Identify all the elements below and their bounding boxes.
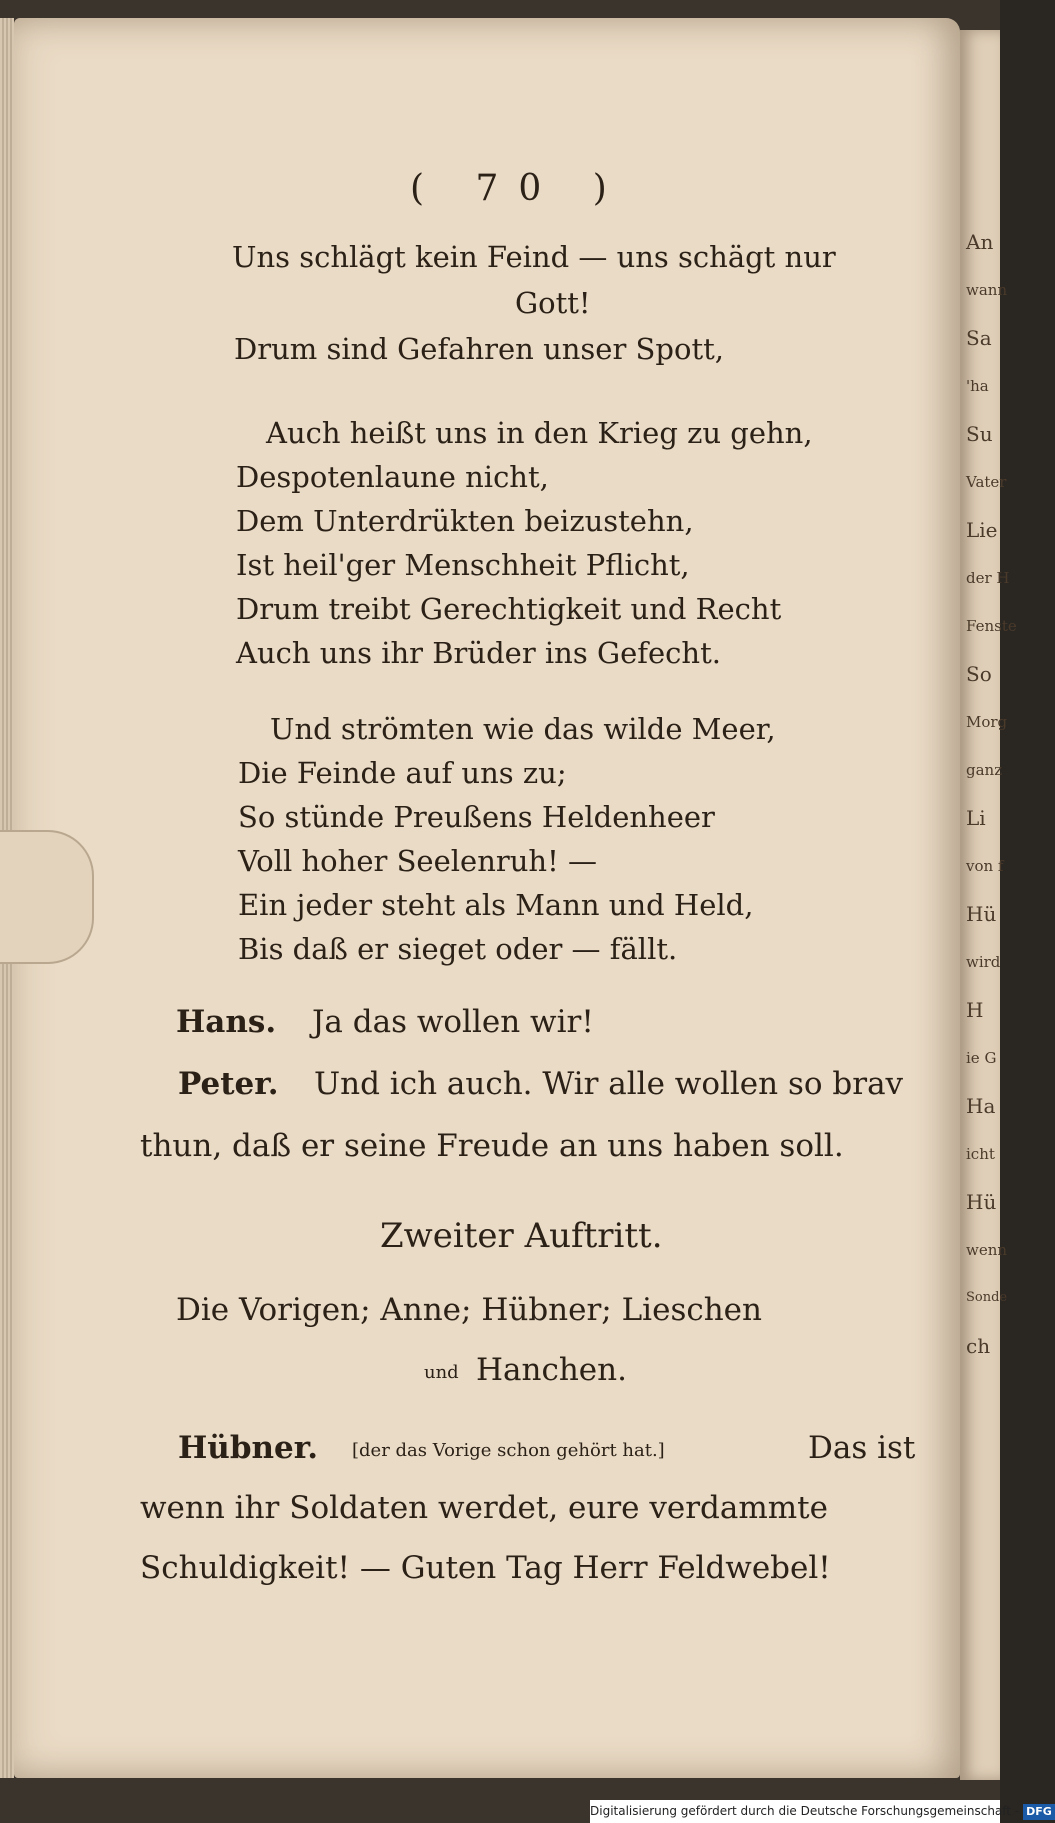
next-page-fragment: Fenste	[966, 617, 1017, 635]
cast-list: Hanchen.	[476, 1352, 627, 1388]
next-page-fragment: icht	[966, 1145, 995, 1163]
next-page-fragment: ganz	[966, 761, 1003, 779]
credit-text: Digitalisierung gefördert durch die Deutsche Forschungsgemeinschaft -	[590, 1804, 1020, 1818]
next-page-fragment: Hü	[966, 1190, 997, 1214]
speaker-huebner: Hübner.	[178, 1430, 319, 1466]
verse-line: Auch heißt uns in den Krieg zu gehn,	[266, 416, 813, 450]
peter-line: Und ich auch. Wir alle wollen so brav	[314, 1066, 904, 1102]
scene-heading: Zweiter Auftritt.	[380, 1216, 663, 1256]
verse-line: Und strömten wie das wilde Meer,	[270, 712, 776, 746]
verse-line: Bis daß er sieget oder — fällt.	[238, 932, 678, 966]
verse-line: Die Feinde auf uns zu;	[238, 756, 567, 790]
dfg-logo: DFG	[1023, 1804, 1055, 1820]
verse-line: So stünde Preußens Heldenheer	[238, 800, 715, 834]
next-page-fragment: Ha	[966, 1094, 996, 1118]
peter-line: thun, daß er seine Freude an uns haben soll.	[140, 1128, 844, 1164]
verse-line: Auch uns ihr Brüder ins Gefecht.	[236, 636, 721, 670]
verse-line: Ein jeder steht als Mann und Held,	[238, 888, 754, 922]
next-page-fragment: Vater	[966, 473, 1007, 491]
stage-direction: [der das Vorige schon gehört hat.]	[352, 1440, 665, 1461]
next-page-fragment: wenn	[966, 1241, 1008, 1259]
next-page-fragment: 'ha	[966, 377, 989, 395]
hans-line: Ja das wollen wir!	[312, 1004, 594, 1040]
page-number: ( 70 )	[410, 168, 627, 209]
next-page-edge	[960, 30, 1017, 1780]
next-page-fragment: H	[966, 998, 984, 1022]
next-page-fragment: Li	[966, 806, 986, 830]
next-page-fragment: Su	[966, 422, 993, 446]
verse-line: Voll hoher Seelenruh! —	[238, 844, 597, 878]
next-page-fragment: An	[966, 230, 994, 254]
next-page-fragment: Lie	[966, 518, 998, 542]
next-page-fragment: ie G	[966, 1049, 997, 1067]
verse-line: Gott!	[515, 286, 591, 320]
page-marker-tab	[0, 830, 94, 964]
huebner-line: Das ist	[808, 1430, 916, 1466]
next-page-fragment: der H	[966, 569, 1010, 587]
cast-list: Die Vorigen; Anne; Hübner; Lieschen	[176, 1292, 762, 1328]
next-page-fragment: Sonde	[966, 1290, 1008, 1305]
next-page-fragment: wird	[966, 953, 1001, 971]
digitization-credit	[590, 1800, 1052, 1823]
huebner-line: wenn ihr Soldaten werdet, eure verdammte	[140, 1490, 828, 1526]
speaker-hans: Hans.	[176, 1004, 277, 1040]
next-page-fragment: Hü	[966, 902, 997, 926]
verse-line: Drum treibt Gerechtigkeit und Recht	[236, 592, 782, 626]
next-page-fragment: von f	[966, 857, 1004, 875]
verse-line: Dem Unterdrükten beizustehn,	[236, 504, 694, 538]
speaker-peter: Peter.	[178, 1066, 279, 1102]
next-page-fragment: wann	[966, 281, 1008, 299]
next-page-fragment: Sa	[966, 326, 992, 350]
next-page-fragment: Morg	[966, 713, 1008, 731]
cast-conjunction: und	[424, 1362, 459, 1383]
verse-line: Ist heil'ger Menschheit Pflicht,	[236, 548, 690, 582]
verse-line: Despotenlaune nicht,	[236, 460, 549, 494]
huebner-line: Schuldigkeit! — Guten Tag Herr Feldwebel!	[140, 1550, 831, 1586]
next-page-fragment: So	[966, 662, 992, 686]
verse-line: Uns schlägt kein Feind — uns schägt nur	[232, 240, 836, 274]
verse-line: Drum sind Gefahren unser Spott,	[234, 332, 724, 366]
next-page-fragment: ch	[966, 1334, 991, 1358]
